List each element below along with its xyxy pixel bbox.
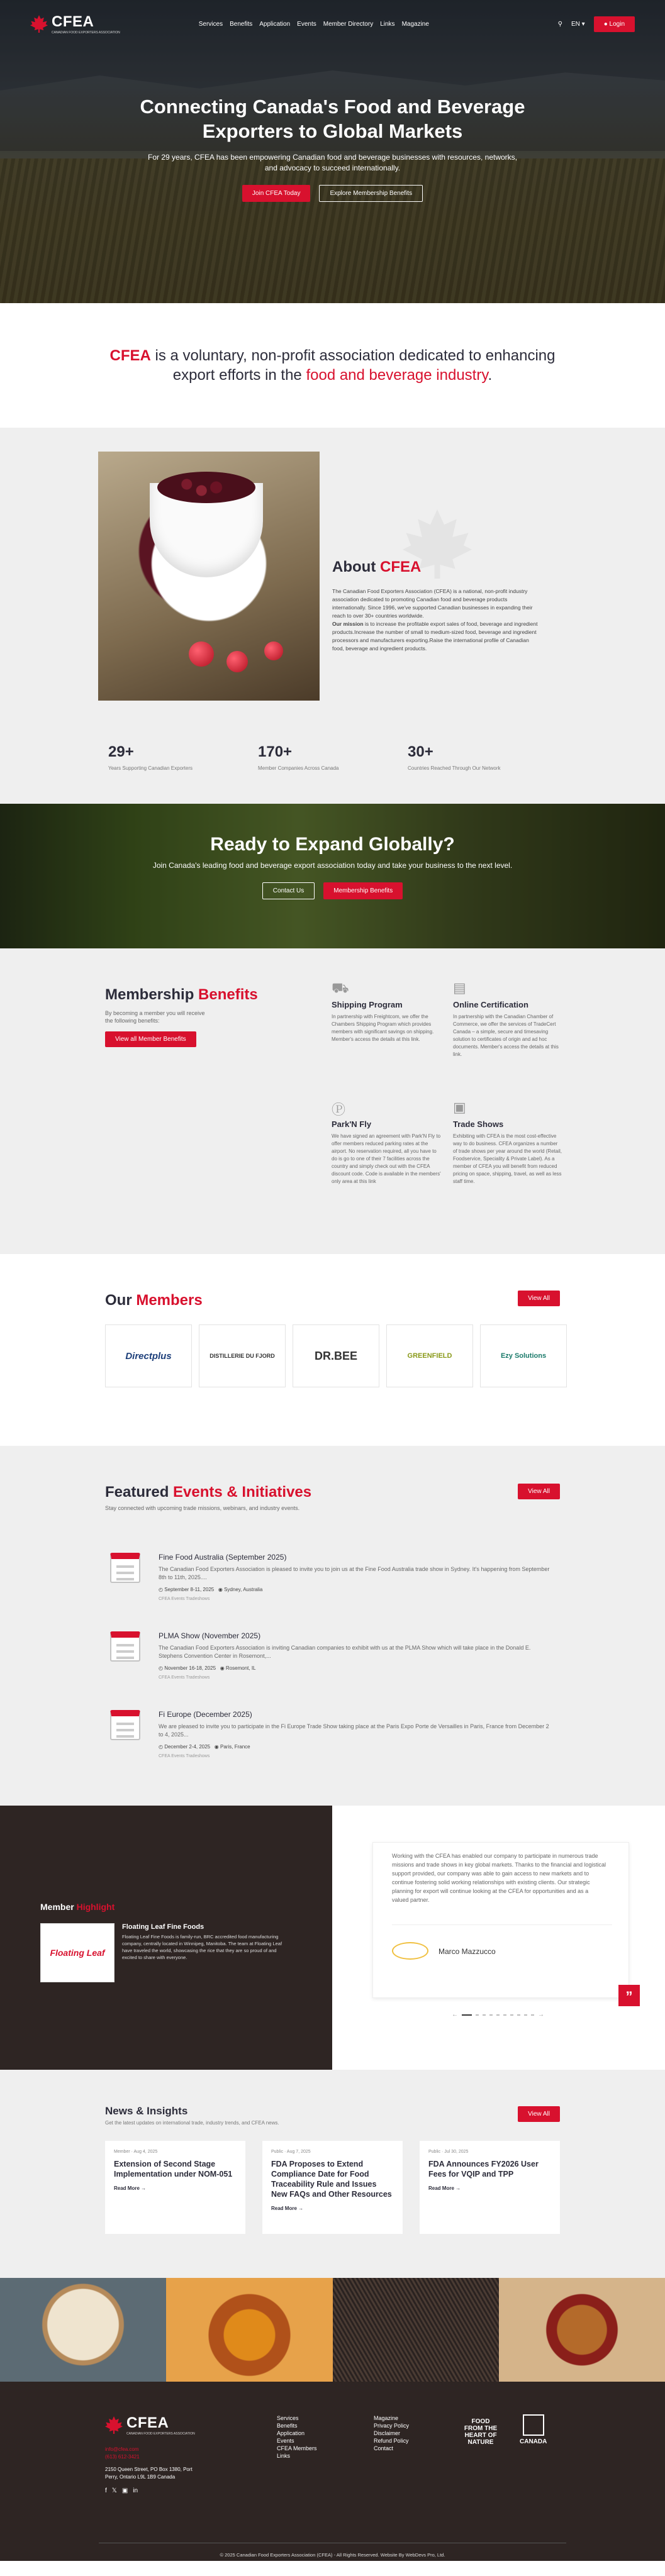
cta-title: Ready to Expand Globally? [210, 834, 455, 855]
event-item[interactable]: PLMA Show (November 2025) The Canadian Food Exporters Association is inviting Canadian companies to exhibit with us at the PLMA Show which will take place in the Donald E. Stephens Convention Center in Rosemont,... ◴ November 16-18, 2025 ◉ Rosemont, IL CFEA Events Tradeshows [110, 1631, 560, 1699]
about-body: The Canadian Food Exporters Association (CFEA) is a national, non-profit industry association dedicated to promoting Canadian food and beverage products internationally. Since 1996, we've supported Canadian businesses in expanding their reach to over 30+ countries worldwide. Our mission is to increase the profitable export sales of food, beverage and ingredient products.Increase the number of small to medium-sized food, beverage and ingredient processors and manufacturers exporting.Raise the international profile of Canadian food, beverage and ingredient products. [332, 588, 538, 652]
view-all-benefits-button[interactable]: View all Member Benefits [105, 1031, 196, 1047]
stat-item: 29+ Years Supporting Canadian Exporters [108, 743, 193, 771]
carousel-dots [452, 2011, 544, 2018]
member-logo[interactable]: DR.BEE [293, 1324, 379, 1387]
arrow-left-icon[interactable]: ← [452, 2011, 458, 2018]
oatmeal-image [0, 2278, 166, 2382]
benefit-card: Ⓟ Park'N Fly We have signed an agreement with Park'N Fly to offer members reduced parking rates at the airport. No reservation required, all you have to do is go to one of their 7 facilities across the country and simply check out with the CFEA discount code. Code is available in the members' only area at this link [332, 1099, 442, 1185]
hero-section [0, 0, 665, 303]
calendar-icon [110, 1710, 140, 1740]
cta-banner [0, 804, 665, 948]
cookies-image [499, 2278, 665, 2382]
food-nature-logo: FOOD FROM THE HEART OF NATURE [464, 2418, 498, 2446]
parking-icon: Ⓟ [332, 1102, 346, 1118]
main-nav [0, 0, 665, 48]
menu [199, 21, 429, 28]
news-section [0, 2070, 665, 2278]
copyright: © 2025 Canadian Food Exporters Association (CFEA) - All Rights Reserved. Website By WebDevs Pro, Ltd. [220, 2552, 445, 2558]
event-item[interactable]: Fi Europe (December 2025) We are pleased to invite you to participate in the Fi Europe Trade Show taking place at the Paris Expo Porte de Versailles in Paris, France from December 2 to 4, 2025... ◴ December 2-4, 2025 ◉ Paris, France CFEA Events Tradeshows [110, 1710, 560, 1778]
members-section [0, 1254, 665, 1446]
footer-email[interactable]: info@cfea.com [105, 2446, 139, 2452]
login-button[interactable]: ● Login [594, 16, 635, 32]
certificate-icon: ▤ [453, 980, 466, 996]
mission-statement: CFEA is a voluntary, non-profit association dedicated to enhancing export efforts in the food and beverage industry. [109, 347, 556, 384]
membership-benefits-button[interactable]: Membership Benefits [323, 882, 403, 899]
view-all-news-button[interactable]: View All [518, 2106, 560, 2122]
brand-tagline: CANADIAN FOOD EXPORTERS ASSOCIATION [52, 31, 120, 35]
nav-magazine[interactable]: Magazine [401, 20, 429, 28]
benefit-card: ▤ Online Certification In partnership with the Canadian Chamber of Commerce, we offer the services of TradeCert Canada – a simple, secure and timesaving solution to certificates of origin and ad hoc documents. Member's access the details at this link. [453, 980, 559, 1057]
events-subtitle: Stay connected with upcoming trade missions, webinars, and industry events. [105, 1505, 300, 1511]
member-logo[interactable]: DISTILLERIE DU FJORD [199, 1324, 286, 1387]
view-all-members-button[interactable]: View All [518, 1291, 560, 1306]
nav-application[interactable]: Application [259, 20, 291, 28]
arrow-right-icon[interactable]: → [538, 2011, 544, 2018]
search-icon[interactable]: ⚲ [557, 20, 562, 28]
about-section [0, 428, 665, 804]
hero-subtitle: For 29 years, CFEA has been empowering Canadian food and beverage businesses with resources, networks, and advocacy to succeed internationally. [148, 153, 517, 172]
avatar [392, 1942, 428, 1960]
benefits-section [0, 948, 665, 1254]
nav-events[interactable]: Events [297, 20, 316, 28]
linkedin-icon[interactable]: in [133, 2487, 138, 2494]
footer-links-2: Magazine Privacy Policy Disclaimer Refund Policy Contact [374, 2415, 410, 2451]
footer-phone[interactable]: (613) 612-3421 [105, 2454, 140, 2460]
brand-name: CFEA [52, 13, 94, 30]
testimonial-card [372, 1842, 633, 2004]
benefits-subtitle: By becoming a member you will receive the following benefits: [105, 1010, 205, 1024]
news-card[interactable]: Public · Jul 30, 2025 FDA Announces FY2026 User Fees for VQIP and TPP Read More → [420, 2141, 560, 2234]
testimonial-name: Marco Mazzucco [439, 1947, 496, 1956]
calendar-icon [110, 1631, 140, 1662]
member-logo[interactable]: Ezy Solutions [480, 1324, 567, 1387]
news-card[interactable]: Public · Aug 7, 2025 FDA Proposes to Extend Compliance Date for Food Traceability Rule and Issues New FAQs and Other Resources Read More → [262, 2141, 403, 2234]
benefit-card: ▣ Trade Shows Exhibiting with CFEA is the most cost-effective way to do business. CFEA organizes a number of trade shows per year around the world (Retail, Foodservice, Speciality & Private Label). As a member of CFEA you will benefit from reduced pricing on space, shipping, travel, as well as less staff time. [453, 1099, 562, 1184]
quote-icon: ” [618, 1985, 640, 2006]
news-subtitle: Get the latest updates on international trade, industry trends, and CFEA news. [105, 2120, 279, 2126]
members-title: Our Members [105, 1292, 203, 1309]
explore-benefits-button[interactable]: Explore Membership Benefits [319, 185, 423, 202]
event-item[interactable]: Fine Food Australia (September 2025) The Canadian Food Exporters Association is pleased to invite you to join us at the Fine Food Australia trade show in Sydney. It's happening from September 8th to 11th, 2025.... ◴ September 8-11, 2025 ◉ Sydney, Australia CFEA Events Tradeshows [110, 1553, 560, 1621]
cta-text: Join Canada's leading food and beverage export association today and take your business to the next level. [152, 861, 513, 870]
member-highlight-section [0, 1806, 665, 2070]
about-title: About CFEA [332, 558, 422, 575]
presentation-icon: ▣ [453, 1099, 466, 1115]
join-cfea-button[interactable]: Join CFEA Today [242, 185, 311, 202]
food-gallery [0, 2278, 665, 2382]
news-title: News & Insights [105, 2105, 188, 2117]
footer-logo[interactable]: CFEA CANADIAN FOOD EXPORTERS ASSOCIATION [105, 2414, 195, 2436]
stats-row [108, 743, 508, 772]
member-logo[interactable]: Directplus [105, 1324, 192, 1387]
maple-syrup-image [166, 2278, 332, 2382]
benefit-card: ⛟ Shipping Program In partnership with Freightcom, we offer the Chambers Shipping Program which provides members with significant savings on shipping. Member's access the details at this link. [332, 980, 434, 1042]
maple-leaf-icon [105, 2416, 123, 2434]
instagram-icon[interactable]: ▣ [121, 2487, 128, 2494]
stat-item: 170+ Member Companies Across Canada [258, 743, 339, 771]
hero-title: Connecting Canada's Food and Beverage Exporters to Global Markets [140, 96, 525, 142]
contact-us-button[interactable]: Contact Us [262, 882, 315, 899]
highlight-card: Floating Leaf Floating Leaf Fine Foods Floating Leaf Fine Foods is family-run, BRC accredited food manufacturing company, centrally located in Winnipeg, Manitoba. The team at Floating Leaf have traveled the world, showcasing the rice that they are so proud of and excited to share with everyone. [40, 1923, 292, 1982]
news-card[interactable]: Member · Aug 4, 2025 Extension of Second Stage Implementation under NOM-051 Read More → [105, 2141, 245, 2234]
canada-logo-text: CANADA [520, 2438, 547, 2445]
facebook-icon[interactable]: f [105, 2487, 107, 2494]
events-title: Featured Events & Initiatives [105, 1484, 312, 1501]
benefits-title: Membership Benefits [105, 986, 258, 1003]
read-more-link[interactable]: Read More → [114, 2185, 147, 2191]
nav-links[interactable]: Links [380, 20, 395, 28]
logo[interactable] [30, 13, 120, 35]
highlight-label: Member Highlight [40, 1902, 115, 1912]
calendar-icon [110, 1553, 140, 1583]
nav-benefits[interactable]: Benefits [230, 20, 253, 28]
language-select[interactable]: EN ▾ [571, 20, 585, 28]
footer-address: 2150 Queen Street, PO Box 1380, Port Perry, Ontario L9L 1B9 Canada [105, 2467, 193, 2480]
read-more-link[interactable]: Read More → [428, 2185, 461, 2191]
footer-links-1: Services Benefits Application Events CFEA Members Links [277, 2415, 317, 2459]
member-logo[interactable]: GREENFIELD [386, 1324, 473, 1387]
events-section [0, 1446, 665, 1806]
nav-services[interactable]: Services [198, 20, 223, 28]
floating-leaf-logo: Floating Leaf [40, 1923, 115, 1982]
maple-leaf-icon [30, 15, 48, 33]
view-all-events-button[interactable]: View All [518, 1484, 560, 1499]
user-icon: ● [603, 20, 608, 28]
wild-rice-image [333, 2278, 499, 2382]
footer [0, 2382, 665, 2561]
testimonial-quote: Working with the CFEA has enabled our company to participate in numerous trade missions and trade shows in key global markets. Thanks to the financial and logistical support provided, our company was able to gain access to new markets and to continue fostering solid working relationships with existing clients. Our strategic planning for export will continue looking at the CFEA for opportunities and as a valued partner. [392, 1853, 606, 1903]
canada-leaf-icon [523, 2414, 544, 2436]
nav-member-directory[interactable]: Member Directory [323, 20, 374, 28]
x-icon[interactable]: 𝕏 [111, 2487, 117, 2494]
stat-item: 30+ Countries Reached Through Our Network [408, 743, 501, 771]
truck-icon: ⛟ [332, 980, 349, 996]
read-more-link[interactable]: Read More → [271, 2206, 304, 2211]
